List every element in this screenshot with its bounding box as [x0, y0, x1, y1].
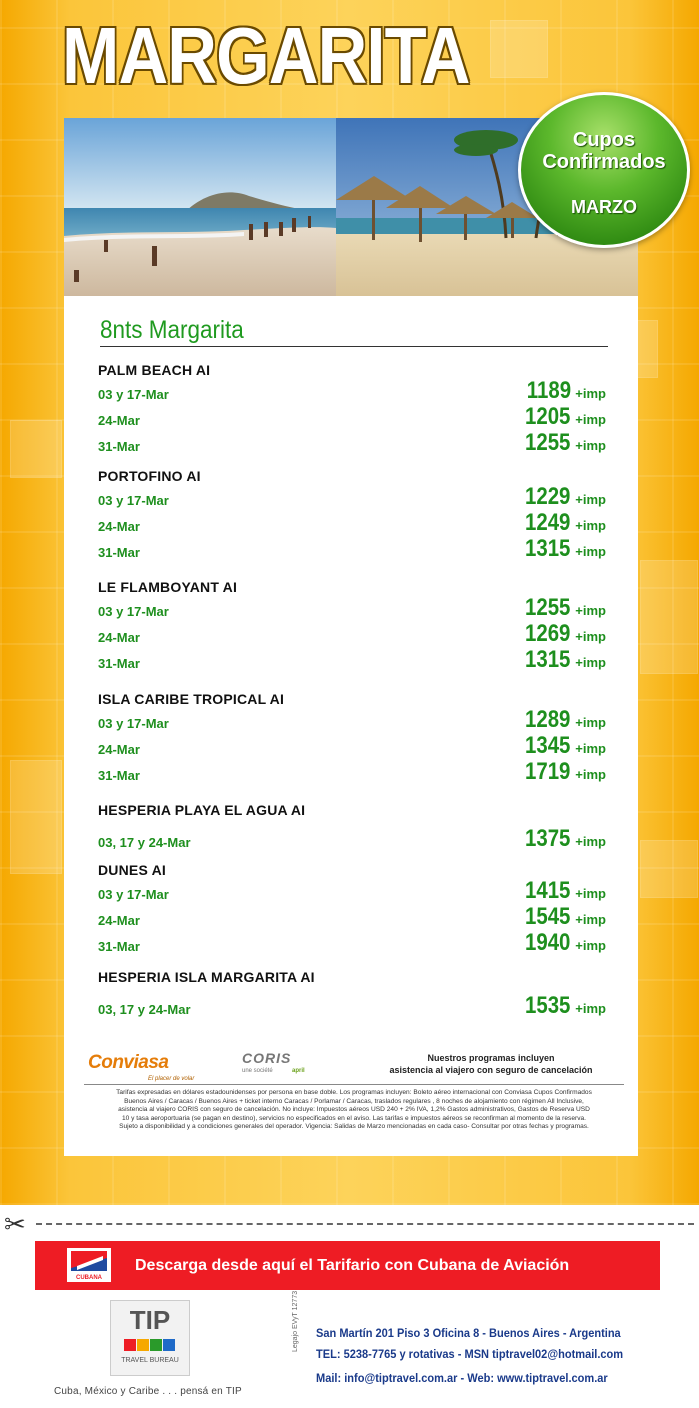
- departure-date: 03 y 17-Mar: [98, 716, 169, 731]
- price-suffix: +imp: [575, 544, 606, 559]
- price-value: 1345: [525, 732, 571, 759]
- price-suffix: +imp: [575, 886, 606, 901]
- hotel-name: LE FLAMBOYANT AI: [98, 579, 238, 595]
- divider: [84, 1084, 624, 1085]
- page-title: MARGARITA: [62, 11, 470, 100]
- departure-date: 24-Mar: [98, 913, 140, 928]
- background-tile: [640, 840, 698, 898]
- partner-logos: [84, 1046, 624, 1086]
- price: [517, 758, 606, 786]
- coris-tagline: une société: [242, 1068, 273, 1074]
- download-tariff-link[interactable]: [35, 1241, 660, 1290]
- terms-fineprint: [84, 1089, 624, 1132]
- price-value: 1719: [525, 758, 571, 785]
- price-value: 1940: [525, 929, 571, 956]
- departure-date: 31-Mar: [98, 439, 140, 454]
- price: [517, 429, 606, 457]
- download-tariff-label[interactable]: Descarga desde aquí el Tarifario con Cubana de Aviación: [135, 1257, 570, 1274]
- departure-date: 31-Mar: [98, 545, 140, 560]
- coris-logo: CORIS: [242, 1050, 292, 1066]
- contact-address: San Martín 201 Piso 3 Oficina 8 - Buenos Aires - Argentina: [316, 1326, 621, 1340]
- price: [517, 594, 606, 622]
- price-value: 1249: [525, 509, 571, 536]
- slogan: Cuba, México y Caribe . . . pensá en TIP: [54, 1386, 242, 1397]
- price: [517, 535, 606, 563]
- price-value: 1289: [525, 706, 571, 733]
- departure-date: 03, 17 y 24-Mar: [98, 835, 191, 850]
- cut-line: [36, 1223, 694, 1225]
- price-suffix: +imp: [575, 412, 606, 427]
- price-value: 1229: [525, 483, 571, 510]
- background-tile: [10, 760, 62, 874]
- license-number: Legajo EVyT 12773: [292, 1290, 299, 1352]
- hotel-name: HESPERIA PLAYA EL AGUA AI: [98, 802, 306, 818]
- price: [517, 732, 606, 760]
- price-suffix: +imp: [575, 741, 606, 756]
- assistance-line-1: Nuestros programas incluyen: [427, 1053, 555, 1063]
- departure-date: 03, 17 y 24-Mar: [98, 1002, 191, 1017]
- price: [517, 646, 606, 674]
- price-value: 1315: [525, 646, 571, 673]
- price-suffix: +imp: [575, 386, 606, 401]
- departure-date: 24-Mar: [98, 413, 140, 428]
- price-suffix: +imp: [575, 938, 606, 953]
- hotel-name: PORTOFINO AI: [98, 468, 201, 484]
- tip-travel-logo: [110, 1300, 190, 1376]
- departure-date: 24-Mar: [98, 519, 140, 534]
- fineprint-line: 10 y tasa aeroportuaria (se pagan en destino), servicios no especificados en el aviso. Las tarifas e impuestos aéreos se reconfirman al momento de la reserva.: [121, 1114, 586, 1122]
- price-value: 1375: [525, 825, 571, 852]
- hotel-name: PALM BEACH AI: [98, 362, 211, 378]
- cubana-logo: [67, 1248, 111, 1282]
- price-suffix: +imp: [575, 834, 606, 849]
- departure-date: 03 y 17-Mar: [98, 387, 169, 402]
- confirmed-seats-badge: [518, 92, 690, 248]
- departure-date: 24-Mar: [98, 742, 140, 757]
- departure-date: 31-Mar: [98, 939, 140, 954]
- price-value: 1315: [525, 535, 571, 562]
- tip-logo-text: TIP: [129, 1305, 171, 1335]
- price-value: 1535: [525, 992, 571, 1019]
- price: [517, 877, 606, 905]
- beach-photo-illustration: [64, 118, 336, 296]
- price-value: 1545: [525, 903, 571, 930]
- assistance-note: [366, 1052, 616, 1076]
- departure-date: 03 y 17-Mar: [98, 493, 169, 508]
- price-value: 1269: [525, 620, 571, 647]
- assistance-line-2: asistencia al viajero con seguro de cancelación: [389, 1065, 593, 1075]
- fineprint-line: Sujeto a disponibilidad y a condiciones generales del operador. Vigencia: Salidas de Marzo mencionadas en cada caso- Consultar por otras fechas y programas.: [119, 1123, 589, 1131]
- background-tile: [10, 420, 62, 478]
- price-value: 1255: [525, 429, 571, 456]
- fineprint-line: asistencia al viajero CORIS con seguro de cancelación. No incluye: Impuestos aéreos USD 240 + 2% IVA, 1,2% Gastos administrativos, Gastos de Reserva USD: [118, 1106, 590, 1114]
- price-suffix: +imp: [575, 629, 606, 644]
- price-value: 1205: [525, 403, 571, 430]
- price: [519, 377, 606, 405]
- price: [517, 825, 606, 853]
- conviasa-logo: Conviasa: [88, 1052, 169, 1073]
- package-heading-text: 8nts Margarita: [100, 316, 244, 344]
- price-suffix: +imp: [575, 518, 606, 533]
- fineprint-line: Tarifas expresadas en dólares estadounidenses por persona en base doble. Los programas incluyen: Boleto aéreo internacional con Conviasa Cupos Confirmados: [116, 1089, 592, 1096]
- price: [517, 483, 606, 511]
- tip-color-squares: [124, 1339, 176, 1351]
- badge-month: MARZO: [571, 197, 637, 217]
- departure-date: 24-Mar: [98, 630, 140, 645]
- price-suffix: +imp: [575, 912, 606, 927]
- price: [517, 929, 606, 957]
- departure-date: 03 y 17-Mar: [98, 887, 169, 902]
- badge-line-1: Cupos: [572, 129, 636, 151]
- price-card: [64, 296, 638, 1156]
- price: [517, 992, 606, 1020]
- departure-date: 31-Mar: [98, 656, 140, 671]
- hotel-name: HESPERIA ISLA MARGARITA AI: [98, 969, 315, 985]
- badge-line-2: Confirmados: [542, 151, 666, 173]
- contact-phone[interactable]: TEL: 5238-7765 y rotativas - MSN tiptravel02@hotmail.com: [316, 1347, 624, 1361]
- price-value: 1415: [525, 877, 571, 904]
- scissors-icon: ✂: [4, 1209, 26, 1239]
- price-value: 1255: [525, 594, 571, 621]
- price: [517, 903, 606, 931]
- background-tile: [640, 560, 698, 674]
- fineprint-line: Buenos Aires / Caracas / Buenos Aires + ticket interno Caracas / Porlamar / Caracas, traslados regulares , 8 noches de alojamiento con régimen All Inclusive,: [124, 1097, 584, 1105]
- april-logo: april: [292, 1068, 305, 1074]
- package-heading: [100, 316, 608, 347]
- price-suffix: +imp: [575, 438, 606, 453]
- tip-logo-subtitle: TRAVEL BUREAU: [121, 1357, 179, 1364]
- hotel-name: DUNES AI: [98, 862, 166, 878]
- cubana-logo-mark: [67, 1248, 111, 1282]
- price: [517, 706, 606, 734]
- price-suffix: +imp: [575, 715, 606, 730]
- conviasa-tagline: El placer de volar: [148, 1076, 195, 1082]
- background-tile: [490, 20, 548, 78]
- price-suffix: +imp: [575, 603, 606, 618]
- price-suffix: +imp: [575, 655, 606, 670]
- departure-date: 31-Mar: [98, 768, 140, 783]
- price: [517, 509, 606, 537]
- contact-mail-web[interactable]: Mail: info@tiptravel.com.ar - Web: www.tiptravel.com.ar: [316, 1371, 608, 1385]
- cubana-logo-text: CUBANA: [76, 1275, 102, 1281]
- beach-photo: [64, 118, 336, 296]
- price: [517, 403, 606, 431]
- price-suffix: +imp: [575, 492, 606, 507]
- price-suffix: +imp: [575, 767, 606, 782]
- hotel-name: ISLA CARIBE TROPICAL AI: [98, 691, 285, 707]
- departure-date: 03 y 17-Mar: [98, 604, 169, 619]
- price: [517, 620, 606, 648]
- price-suffix: +imp: [575, 1001, 606, 1016]
- price-value: 1189: [526, 377, 571, 404]
